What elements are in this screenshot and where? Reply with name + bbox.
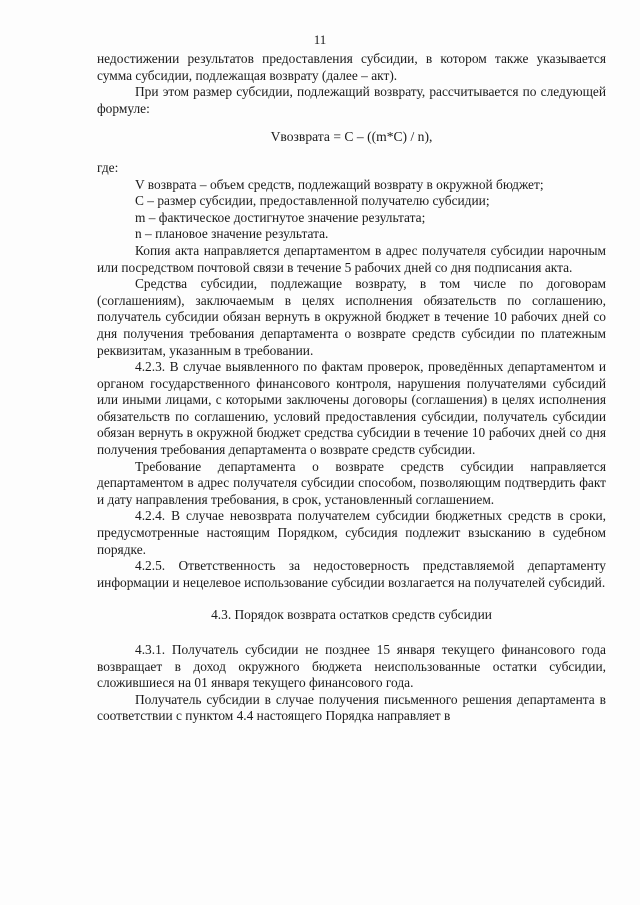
paragraph-written-decision: Получатель субсидии в случае получения письменного решения департамента в соответствии с пунктом 4.4 настоящего Порядка направляет в — [97, 691, 606, 724]
paragraph-4-3-1: 4.3.1. Получатель субсидии не позднее 15 января текущего финансового года возвращает в доход окружного бюджета неиспользованные остатки субсидии, сложившиеся на 01 января текущего финансового года. — [97, 642, 606, 691]
paragraph-requirement: Требование департамента о возврате средств субсидии направляется департаментом в адрес получателя субсидии способом, позволяющим подтвердить факт и дату направления требования, в срок, установленный соглашением. — [97, 458, 606, 507]
paragraph-formula-intro: При этом размер субсидии, подлежащий возврату, рассчитывается по следующей формуле: — [97, 84, 606, 116]
section-heading-4-3: 4.3. Порядок возврата остатков средств субсидии — [211, 607, 492, 623]
definition-m: m – фактическое достигнутое значение результата; — [135, 209, 426, 225]
paragraph-act-copy: Копия акта направляется департаментом в адрес получателя субсидии нарочным или посредством почтовой связи в течение 5 рабочих дней со дня подписания акта. — [97, 242, 606, 275]
paragraph-continuation: недостижении результатов предоставления субсидии, в котором также указывается сумма субсидии, подлежащая возврату (далее – акт). — [97, 51, 606, 83]
definition-v: V возврата – объем средств, подлежащий возврату в окружной бюджет; — [135, 176, 544, 192]
page-number: 11 — [313, 32, 327, 47]
paragraph-refund-funds: Средства субсидии, подлежащие возврату, в том числе по договорам (соглашениям), заключаемым в целях исполнения обязательств по соглашению, получатель субсидии обязан вернуть в окружной бюджет в течение 10 рабочих дней со дня получения требования департамента о возврате средств субсидии по платежным реквизитам, указанным в требовании. — [97, 276, 606, 358]
paragraph-4-2-5: 4.2.5. Ответственность за недостоверность представляемой департаменту информации и нецелевое использование субсидии возлагается на получателей субсидий. — [97, 558, 606, 590]
refund-formula: Vвозврата = C – ((m*C) / n), — [270, 129, 433, 145]
where-label: где: — [97, 159, 119, 175]
document-body — [97, 51, 606, 725]
definition-n: n – плановое значение результата. — [135, 226, 329, 242]
definition-c: C – размер субсидии, предоставленной получателю субсидии; — [135, 193, 490, 209]
paragraph-4-2-4: 4.2.4. В случае невозврата получателем субсидии бюджетных средств в сроки, предусмотренные настоящим Порядком, субсидия подлежит взысканию в судебном порядке. — [97, 508, 606, 557]
paragraph-4-2-3: 4.2.3. В случае выявленного по фактам проверок, проведённых департаментом и органом государственного финансового контроля, нарушения получателями субсидий или иными лицами, с которыми заключены договоры (соглашения) в целях исполнения обязательств по соглашению, условий предоставления субсидии, получатель субсидии обязан вернуть в окружной бюджет средства субсидии в течение 10 рабочих дней со дня получения требования департамента о возврате средств субсидии. — [97, 359, 606, 458]
